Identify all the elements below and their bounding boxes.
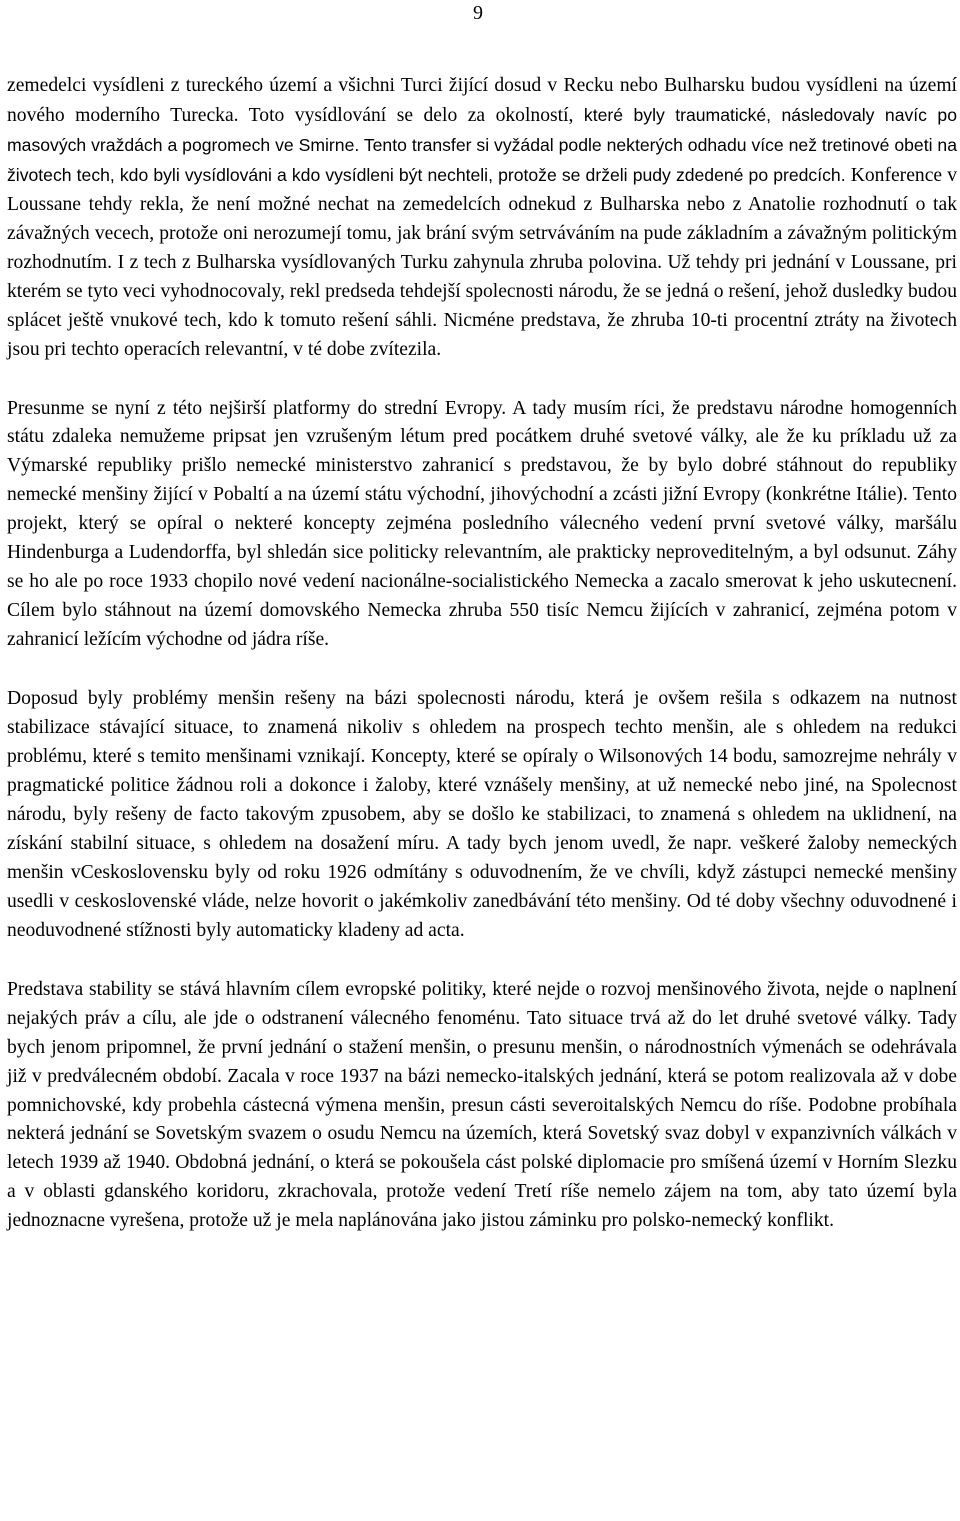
paragraph-stability-idea: Predstava stability se stává hlavním cílem evropské politiky, které nejde o rozvoj menšinového života, nejde o naplnení nejakých práv a cílu, ale jde o odstranení válecného fenoménu. Tato situace trvá až do let druhé svetové války. Tady bych jenom pripomnel, že první jednání o stažení menšin, o presunu menšin, o národnostních výmenách se odehrávala již v predválecném období. Zacala v roce 1937 na bázi nemecko-italských jednání, která se potom realizovala až v dobe pomnichovské, kdy probehla cástecná výmena menšin, presun cásti severoitalských Nemcu do ríše. Podobne probíhala nekterá jednání se Sovetským svazem o osudu Nemcu na územích, která Sovetský svaz dobyl v expanzivních válkách v letech 1939 až 1940. Obdobná jednání, o která se pokoušela cást polské diplomacie pro smíšená území v Horním Slezku a v oblasti gdanského koridoru, zkrachovala, protože vedení Tretí ríše nemelo zájem na tom, aby tato území byla jednoznacne vyrešena, protože už je mela naplánována jako jistou záminku pro polsko-nemecký konflikt.	[7, 978, 957, 1232]
page-number: 9	[473, 2, 483, 24]
paragraph-central-europe: Presunme se nyní z této nejširší platformy do strední Evropy. A tady musím ríci, že predstavu národne homogenních státu zdaleka nemužeme pripsat jen vzrušeným létum pred pocátkem druhé svetové války, ale že ku príkladu už za Výmarské republiky prišlo nemecké ministerstvo zahranicí s predstavou, že by bylo dobré stáhnout do republiky nemecké menšiny žijící v Pobaltí a na území státu východní, jihovýchodní a zcásti jižní Evropy (konkrétne Itálie). Tento projekt, který se opíral o nekteré koncepty zejména posledního válecného vedení první svetové války, maršálu Hindenburga a Ludendorffa, byl shledán sice politicky relevantním, ale prakticky neproveditelným, a byl odsunut. Záhy se ho ale po roce 1933 chopilo nové vedení nacionálne-socialistického Nemecka a zacalo smerovat k jeho uskutecnení. Cílem bylo stáhnout na území domovského Nemecka zhruba 550 tisíc Nemcu žijících v zahranicí, zejména potom v zahranicí ležícím východne od jádra ríše.	[7, 397, 957, 651]
paragraph-population-transfer-turkey	[7, 72, 957, 365]
paragraph-text-sans-run: které byly traumatické, následovaly navíc po masových vraždách a pogromech ve Smirne. Tento transfer si vyžádal podle nekterých odhadu více než tretinové obeti na životech tech, kdo byli vysídlováni a kdo vysídleni být nechteli, protože se drželi pudy zdedené po predcích.	[7, 104, 957, 185]
paragraph-minority-problems: Doposud byly problémy menšin rešeny na bázi spolecnosti národu, která je ovšem rešila s odkazem na nutnost stabilizace stávající situace, to znamená nikoliv s ohledem na prospech techto menšin, ale s ohledem na redukci problému, které s temito menšinami vznikají. Koncepty, které se opíraly o Wilsonových 14 bodu, samozrejme nehrály v pragmatické politice žádnou roli a dokonce i žaloby, které vznášely menšiny, at už nemecké nebo jiné, na Spolecnost národu, byly rešeny de facto takovým zpusobem, aby se došlo ke stabilizaci, to znamená s ohledem na uklidnení, na získání stabilní situace, s ohledem na dosažení míru. A tady bych jenom uvedl, že napr. veškeré žaloby nemeckých menšin vCeskoslovensku byly od roku 1926 odmítány s oduvodnením, že ve chvíli, když zástupci nemecké menšiny usedli v ceskoslovenské vláde, nelze hovorit o jakémkoliv zanedbávání této menšiny. Od té doby všechny oduvodnené i neoduvodnené stížnosti byly automaticky kladeny ad acta.	[7, 688, 957, 941]
paragraph-text: Konference v Loussane tehdy rekla, že není možné nechat na zemedelcích odnekud z Bulharska nebo z Anatolie rozhodnutí o tak závažných vecech, protože oni nerozumejí tomu, jak brání svým setrváváním na pude základním a závažným politickým rozhodnutím. I z tech z Bulharska vysídlovaných Turku zahynula zhruba polovina. Už tehdy pri jednání v Loussane, pri kterém se tyto veci vyhodnocovaly, rekl predseda tehdejší spolecnosti národu, že se jedná o rešení, jehož dusledky budou splácet ještě vnukové tech, kdo k tomuto rešení sáhli. Nicméne predstava, že zhruba 10-ti procentní ztráty na životech jsou pri techto operacích relevantní, v té dobe zvítezila.	[7, 164, 957, 360]
document-body	[7, 72, 957, 1236]
paragraph-text: zemedelci vysídleni z tureckého území a všichni Turci žijící dosud v Recku nebo Bulharsku budou vysídleni na území nového moderního Turecka. Toto vysídlování se delo za okolností,	[7, 75, 957, 126]
